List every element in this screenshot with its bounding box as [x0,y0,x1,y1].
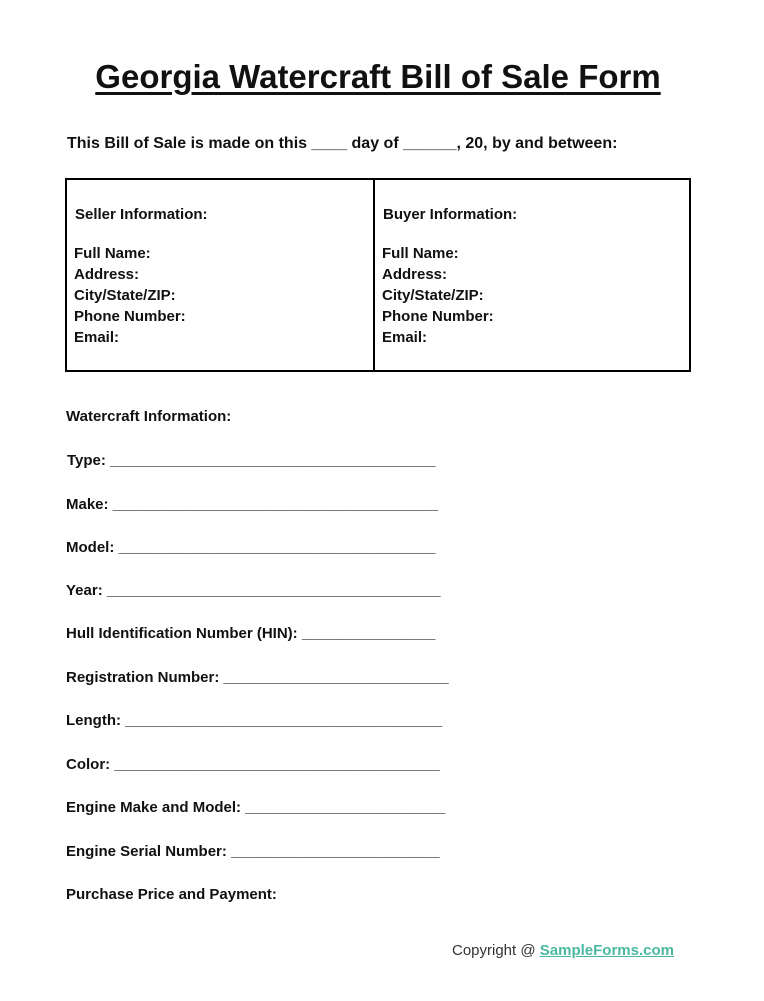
engine-serial-number-field: Engine Serial Number: _________________________ [66,843,440,860]
length-field: Length: ______________________________________ [66,712,443,729]
seller-field-list [74,243,186,348]
make-field: Make: _______________________________________ [66,496,439,513]
type-field: Type: _______________________________________ [67,452,436,469]
registration-number-field: Registration Number: ___________________________ [66,669,449,686]
copyright-footer [452,942,674,959]
seller-full-name-label: Full Name: [74,245,151,262]
buyer-phone-label: Phone Number: [382,308,494,325]
page-title: Georgia Watercraft Bill of Sale Form [95,58,661,95]
copyright-text: Copyright @ [452,942,540,959]
seller-heading: Seller Information: [75,206,208,223]
hin-field: Hull Identification Number (HIN): ________________ [66,625,436,642]
buyer-city-state-zip-label: City/State/ZIP: [382,287,484,304]
seller-column [67,180,375,370]
buyer-heading: Buyer Information: [383,206,518,223]
payment-heading: Purchase Price and Payment: [66,886,277,903]
model-field: Model: ______________________________________ [66,539,436,556]
color-field: Color: _______________________________________ [66,756,440,773]
year-field: Year: ________________________________________ [66,582,441,599]
sampleforms-link[interactable]: SampleForms.com [539,942,674,959]
party-info-table [65,178,691,372]
engine-make-model-field: Engine Make and Model: ________________________ [66,799,446,816]
buyer-email-label: Email: [382,329,428,346]
buyer-field-list [382,243,494,348]
buyer-column [375,180,689,370]
intro-sentence: This Bill of Sale is made on this ____ day of ______, 20, by and between: [67,135,618,152]
seller-email-label: Email: [74,329,120,346]
seller-phone-label: Phone Number: [74,308,186,325]
buyer-address-label: Address: [382,266,448,283]
buyer-full-name-label: Full Name: [382,245,459,262]
seller-address-label: Address: [74,266,140,283]
seller-city-state-zip-label: City/State/ZIP: [74,287,176,304]
watercraft-heading: Watercraft Information: [66,408,232,425]
